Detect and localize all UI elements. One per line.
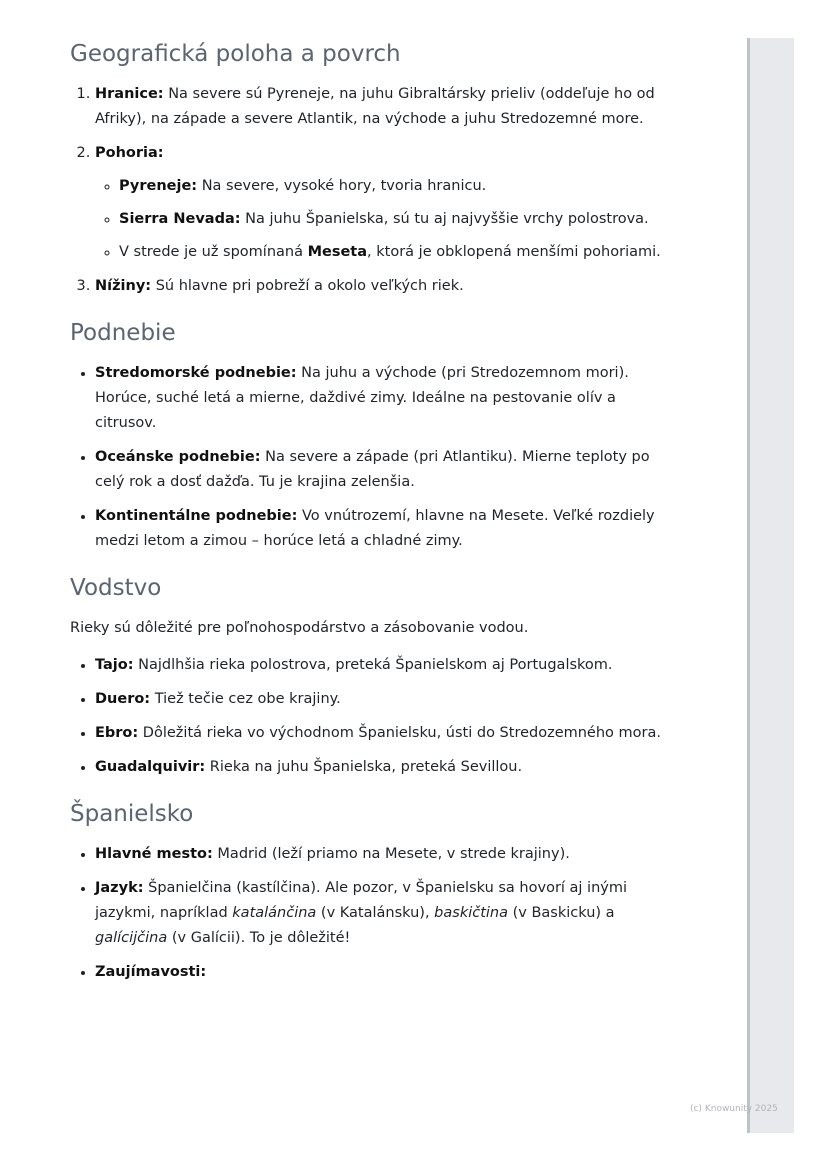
mountains-list bbox=[95, 174, 670, 265]
item-text: Na juhu Španielska, sú tu aj najvyššie vrchy polostrova. bbox=[240, 211, 649, 227]
item-italic: katalánčina bbox=[232, 905, 317, 921]
list-item bbox=[95, 960, 670, 985]
list-item bbox=[95, 82, 670, 132]
item-text: Madrid (leží priamo na Mesete, v strede krajiny). bbox=[212, 846, 570, 862]
item-label: Oceánske podnebie: bbox=[95, 449, 261, 465]
item-label: Pyreneje: bbox=[119, 178, 198, 194]
item-text: Na severe sú Pyreneje, na juhu Gibraltársky prieliv (oddeľuje ho od Afriky), na západe a severe Atlantik, na východe a juhu Stredozemné more. bbox=[95, 86, 655, 127]
item-text: (v Baskicku) a bbox=[508, 905, 615, 921]
item-bold: Meseta bbox=[307, 244, 368, 260]
list-item bbox=[95, 274, 670, 299]
item-label: Pohoria: bbox=[95, 145, 164, 161]
item-text: Na severe a západe (pri Atlantiku). Mierne teploty po celý rok a dosť dažďa. Tu je krajina zelenšia. bbox=[95, 449, 650, 490]
document-body bbox=[70, 38, 670, 994]
list-item bbox=[95, 445, 670, 495]
list-item bbox=[119, 240, 670, 265]
item-italic: baskičtina bbox=[434, 905, 509, 921]
item-label: Hlavné mesto: bbox=[95, 846, 213, 862]
section-title-spain: Španielsko bbox=[70, 801, 194, 827]
item-label: Tajo: bbox=[95, 657, 134, 673]
geography-list bbox=[70, 82, 670, 299]
item-text: Tiež tečie cez obe krajiny. bbox=[150, 691, 341, 707]
spain-list bbox=[70, 842, 670, 985]
list-item bbox=[95, 755, 670, 780]
list-item bbox=[95, 141, 670, 265]
item-text: Na juhu a východe (pri Stredozemnom mori). Horúce, suché letá a mierne, daždivé zimy. Ideálne na pestovanie olív a citrusov. bbox=[95, 365, 629, 431]
list-item bbox=[95, 653, 670, 678]
item-label: Hranice: bbox=[95, 86, 164, 102]
water-intro: Rieky sú dôležité pre poľnohospodárstvo a zásobovanie vodou. bbox=[70, 620, 529, 636]
item-text: Rieka na juhu Španielska, preteká Sevillou. bbox=[205, 759, 523, 775]
list-item bbox=[119, 207, 670, 232]
rivers-list bbox=[70, 653, 670, 780]
item-text: Najdlhšia rieka polostrova, preteká Španielskom aj Portugalskom. bbox=[133, 657, 613, 673]
list-item bbox=[95, 361, 670, 436]
item-label: Sierra Nevada: bbox=[119, 211, 241, 227]
list-item bbox=[95, 876, 670, 951]
item-italic: galícijčina bbox=[95, 930, 168, 946]
item-label: Kontinentálne podnebie: bbox=[95, 508, 298, 524]
item-label: Jazyk: bbox=[95, 880, 144, 896]
item-label: Ebro: bbox=[95, 725, 139, 741]
list-item bbox=[95, 721, 670, 746]
item-text: Na severe, vysoké hory, tvoria hranicu. bbox=[197, 178, 487, 194]
item-text: Sú hlavne pri pobreží a okolo veľkých riek. bbox=[151, 278, 464, 294]
item-label: Guadalquivir: bbox=[95, 759, 206, 775]
list-item bbox=[119, 174, 670, 199]
item-text: Španielčina (kastílčina). Ale pozor, v Španielsku sa hovorí aj inými jazykmi, napríklad bbox=[95, 880, 628, 921]
list-item bbox=[95, 842, 670, 867]
section-title-geography: Geografická poloha a povrch bbox=[70, 41, 401, 67]
list-item bbox=[95, 504, 670, 554]
footer-copyright: (c) Knowunity 2025 bbox=[690, 1104, 778, 1114]
item-text: (v Katalánsku), bbox=[316, 905, 435, 921]
climate-list bbox=[70, 361, 670, 554]
item-label: Zaujímavosti: bbox=[95, 964, 207, 980]
section-title-water: Vodstvo bbox=[70, 575, 162, 601]
item-label: Stredomorské podnebie: bbox=[95, 365, 297, 381]
item-text: Dôležitá rieka vo východnom Španielsku, ústi do Stredozemného mora. bbox=[138, 725, 661, 741]
item-text: , ktorá je obklopená menšími pohoriami. bbox=[367, 244, 661, 260]
list-item bbox=[95, 687, 670, 712]
item-text: Vo vnútrozemí, hlavne na Mesete. Veľké rozdiely medzi letom a zimou – horúce letá a chladné zimy. bbox=[95, 508, 655, 549]
right-margin-bar bbox=[747, 38, 794, 1133]
item-label: Nížiny: bbox=[95, 278, 152, 294]
item-text: (v Galícii). To je dôležité! bbox=[167, 930, 351, 946]
section-title-climate: Podnebie bbox=[70, 320, 176, 346]
item-label: Duero: bbox=[95, 691, 151, 707]
item-text: V strede je už spomínaná bbox=[119, 244, 308, 260]
